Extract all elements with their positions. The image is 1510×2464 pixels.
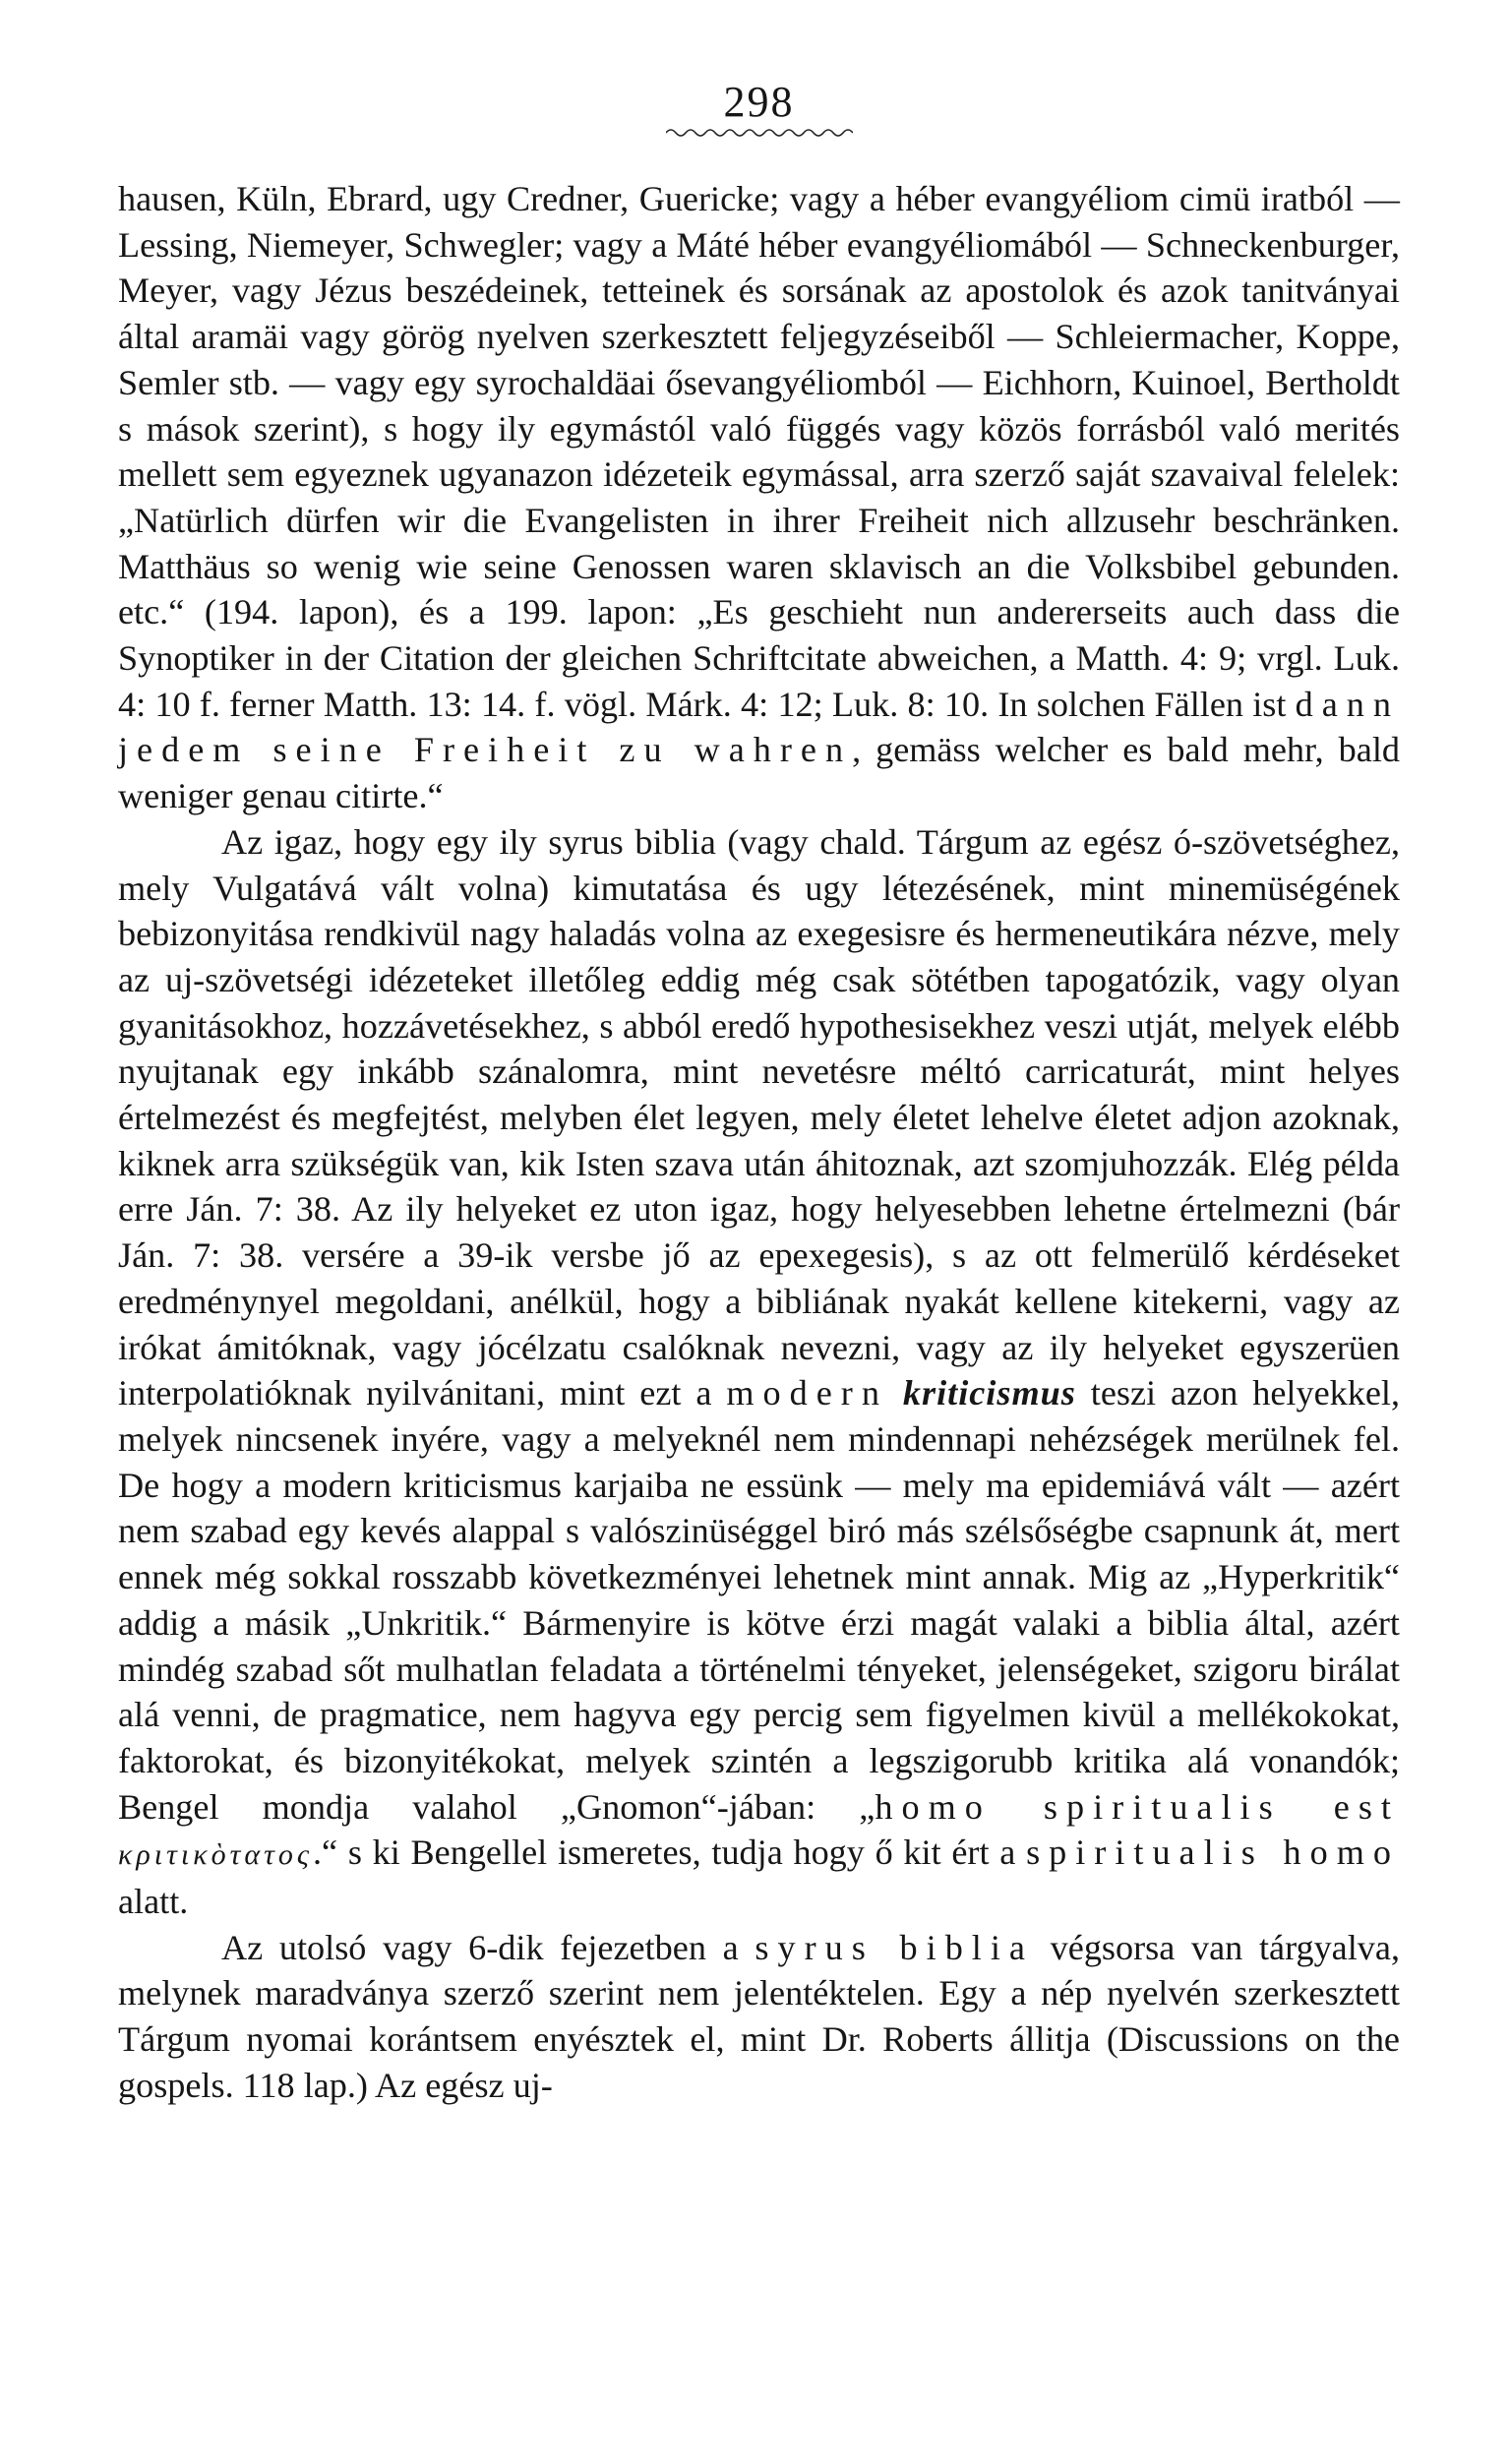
- text-segment: alatt.: [118, 1882, 189, 1922]
- emphasized-text: syrus biblia: [755, 1927, 1034, 1967]
- paragraph-2: [118, 819, 1400, 1925]
- text-segment: [888, 1373, 903, 1412]
- body-text: [118, 176, 1400, 2109]
- greek-text: κριτικὸτατος: [118, 1838, 313, 1872]
- paragraph-1: [118, 176, 1400, 819]
- text-segment: hausen, Küln, Ebrard, ugy Credner, Guericke; vagy a héber evangyéliom cimü iratból — Lessing, Niemeyer, Schwegler; vagy a Máté héber evangyéliomából — Schneckenburger, Meyer, vagy Jézus beszédeinek, tetteinek és sorsának az apostolok és azok tanitványai által aramäi vagy görög nyelven szerkesztett feljegyzéseiből — Schleiermacher, Koppe, Semler stb. — vagy egy syrochaldäai ősevangyéliomból — Eichhorn, Kuinoel, Bertholdt s mások szerint), s hogy ily egymástól való függés vagy közös forrásból való merités mellett sem egyeznek ugyanazon idézeteik egymással, arra szerző saját szavaival felelek: „Natürlich dürfen wir die Evangelisten in ihrer Freiheit nich allzusehr beschränken. Matthäus so wenig wie seine Genossen waren sklavisch an die Volksbibel gebunden. etc.“ (194. lapon), és a 199. lapon: „Es geschieht nun andererseits auch dass die Synoptiker in der Citation der gleichen Schriftcitate abweichen, a Matth. 4: 9; vrgl. Luk. 4: 10 f. ferner Matth. 13: 14. f. vögl. Márk. 4: 12; Luk. 8: 10. In solchen Fällen ist: [118, 179, 1400, 724]
- wavy-ornament-icon: [666, 127, 853, 139]
- emphasized-text: spiritualis homo: [1026, 1833, 1400, 1873]
- text-segment: Az utolsó vagy 6-dik fejezetben a: [221, 1927, 755, 1967]
- paragraph-3: [118, 1925, 1400, 2109]
- emphasized-text: homo spiritualis est: [875, 1786, 1400, 1827]
- page-header: [118, 77, 1400, 139]
- book-page: [118, 77, 1400, 2109]
- text-segment: Az igaz, hogy egy ily syrus biblia (vagy chald. Tárgum az egész ó-szövetséghez, mely Vulgatává vált volna) kimutatása és ugy létezésének, mint minemüségének bebizonyitása rendkivül nagy haladás volna az exegesisre és hermeneutikára nézve, mely az uj-szövetségi idézeteket illetőleg eddig még csak sötétben tapogatózik, vagy olyan gyanitásokhoz, hozzávetésekhez, s abból eredő hypothesisekhez veszi utját, melyek elébb nyujtanak egy inkább szánalomra, mint nevetésre méltó carricaturát, mint helyes értelmezést és megfejtést, melyben élet legyen, mely életet lehelve életet adjon azoknak, kiknek arra szükségük van, kik Isten szava után áhitoznak, azt szomjuhozzák. Elég példa erre Ján. 7: 38. Az ily helyeket ez uton igaz, hogy helyesebben lehetne értelmezni (bár Ján. 7: 38. versére a 39-ik versbe jő az epexegesis), s az ott felmerülő kérdéseket eredménynyel megoldani, anélkül, hogy a bibliának nyakát kellene kitekerni, vagy az irókat ámitóknak, vagy jócélzatu csalóknak nevezni, vagy az ily helyeket egyszerüen interpolatióknak nyilvánitani, mint ezt a: [118, 821, 1400, 1413]
- text-segment: végsorsa van tárgyalva, melynek maradványa szerző szerint nem jelentéktelen. Egy a nép nyelvén szerkesztett Tárgum nyomai korántsem enyésztek el, mint Dr. Roberts állitja (Discussions on the gospels. 118 lap.) Az egész uj-: [118, 1927, 1400, 2105]
- text-segment: , gemäss welcher es bald mehr, bald weniger genau citirte.“: [118, 730, 1400, 816]
- text-segment: .“ s ki Bengellel ismeretes, tudja hogy ő kit ért a: [313, 1833, 1027, 1873]
- emphasized-text: dann jedem seine Freiheit zu wahren: [118, 684, 1400, 770]
- blackletter-text: kriticismus: [902, 1373, 1076, 1413]
- text-segment: teszi azon helyekkel, melyek nincsenek inyére, vagy a melyeknél nem mindennapi nehézségek merülnek fel. De hogy a modern kriticismus karjaiba ne essünk — mely ma epidemiává vált — azért nem szabad egy kevés alappal s valószinüséggel biró más szélsőségbe csapnunk át, mert ennek még sokkal rosszabb következményei lehetnek mint annak. Mig az „Hyperkritik“ addig a másik „Unkritik.“ Bármenyire is kötve érzi magát valaki a biblia által, azért mindég szabad sőt mulhatlan feladata a történelmi tényeket, jelenségeket, szigoru birálat alá venni, de pragmatice, nem hagyva egy percig sem figyelmen kivül a mellékokokat, faktorokat, és bizonyitékokat, melyek szintén a legszigorubb kritika alá vonandók; Bengel mondja valahol „Gnomon“-jában: „: [118, 1373, 1400, 1827]
- emphasized-text: modern: [726, 1373, 888, 1413]
- page-number: 298: [723, 78, 795, 126]
